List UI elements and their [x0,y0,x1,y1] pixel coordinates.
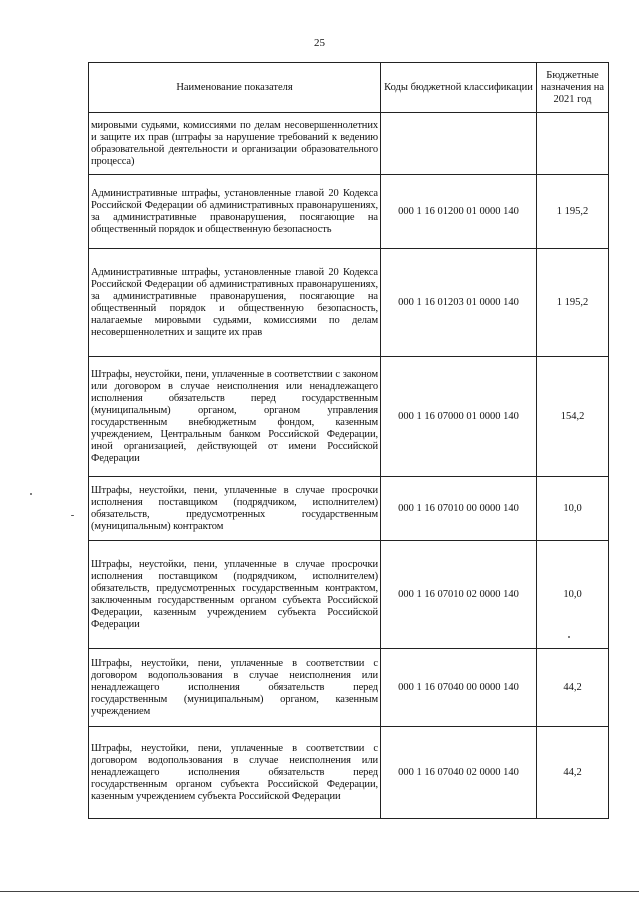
header-indicator-name: Наименование показателя [89,63,381,113]
row-indicator-name: Штрафы, неустойки, пени, уплаченные в соответствии с договором водопользования в случае неисполнения или ненадлежащего исполнения обязательств перед государственным (муниципальным) органом, казенным учреждением [89,649,381,727]
row-budget-code: 000 1 16 07000 01 0000 140 [381,357,537,477]
row-budget-code: 000 1 16 07040 02 0000 140 [381,727,537,819]
row-budget-code: 000 1 16 07010 00 0000 140 [381,477,537,541]
row-budget-code: 000 1 16 01200 01 0000 140 [381,175,537,249]
row-budget-code: 000 1 16 07040 00 0000 140 [381,649,537,727]
row-budget-amount: 154,2 [537,357,609,477]
scan-edge-line [0,891,639,892]
row-budget-code [381,113,537,175]
table-row [89,541,609,649]
table-row [89,113,609,175]
table-row [89,357,609,477]
scan-speck [568,636,570,638]
row-indicator-name: Административные штрафы, установленные главой 20 Кодекса Российской Федерации об административных правонарушениях, за административные правонарушения, посягающие на общественный порядок и общественную безопасность, налагаемые мировыми судьями, комиссиями по делам несовершеннолетних и защите их прав [89,249,381,357]
row-indicator-name: Административные штрафы, установленные главой 20 Кодекса Российской Федерации об административных правонарушениях, за административные правонарушения, посягающие на общественный порядок и общественную безопасность [89,175,381,249]
header-budget-amount: Бюджетные назначения на 2021 год [537,63,609,113]
row-indicator-name: мировыми судьями, комиссиями по делам несовершеннолетних и защите их прав (штрафы за нарушение требований к ведению образовательной деятельности и организации образовательного процесса) [89,113,381,175]
budget-table [88,62,609,819]
header-budget-code: Коды бюджетной классификации [381,63,537,113]
scan-speck [30,493,32,495]
row-indicator-name: Штрафы, неустойки, пени, уплаченные в случае просрочки исполнения поставщиком (подрядчиком, исполнителем) обязательств, предусмотренных государственным контрактом, заключенным государственным органом субъекта Российской Федерации, казенным учреждением субъекта Российской Федерации [89,541,381,649]
row-budget-code: 000 1 16 01203 01 0000 140 [381,249,537,357]
row-budget-amount: 44,2 [537,727,609,819]
row-budget-code: 000 1 16 07010 02 0000 140 [381,541,537,649]
table-row [89,477,609,541]
row-indicator-name: Штрафы, неустойки, пени, уплаченные в соответствии с договором водопользования в случае неисполнения или ненадлежащего исполнения обязательств перед государственным органом субъекта Российской Федерации, казенным учреждением субъекта Российской Федерации [89,727,381,819]
table-row [89,649,609,727]
row-budget-amount [537,113,609,175]
row-budget-amount: 10,0 [537,477,609,541]
row-budget-amount: 10,0 [537,541,609,649]
row-indicator-name: Штрафы, неустойки, пени, уплаченные в случае просрочки исполнения поставщиком (подрядчиком, исполнителем) обязательств, предусмотренных государственным (муниципальным) контрактом [89,477,381,541]
table-row [89,727,609,819]
table-row [89,175,609,249]
table-header-row [89,63,609,113]
row-budget-amount: 44,2 [537,649,609,727]
row-budget-amount: 1 195,2 [537,249,609,357]
row-indicator-name: Штрафы, неустойки, пени, уплаченные в соответствии с законом или договором в случае неисполнения или ненадлежащего исполнения обязательств перед государственным (муниципальным) органом, органом управления государственным внебюджетным фондом, казенным учреждением, Центральным банком Российской Федерации, иной организацией, действующей от имени Российской Федерации [89,357,381,477]
table-row [89,249,609,357]
row-budget-amount: 1 195,2 [537,175,609,249]
scan-speck [71,515,74,516]
page-number: 25 [314,37,325,49]
